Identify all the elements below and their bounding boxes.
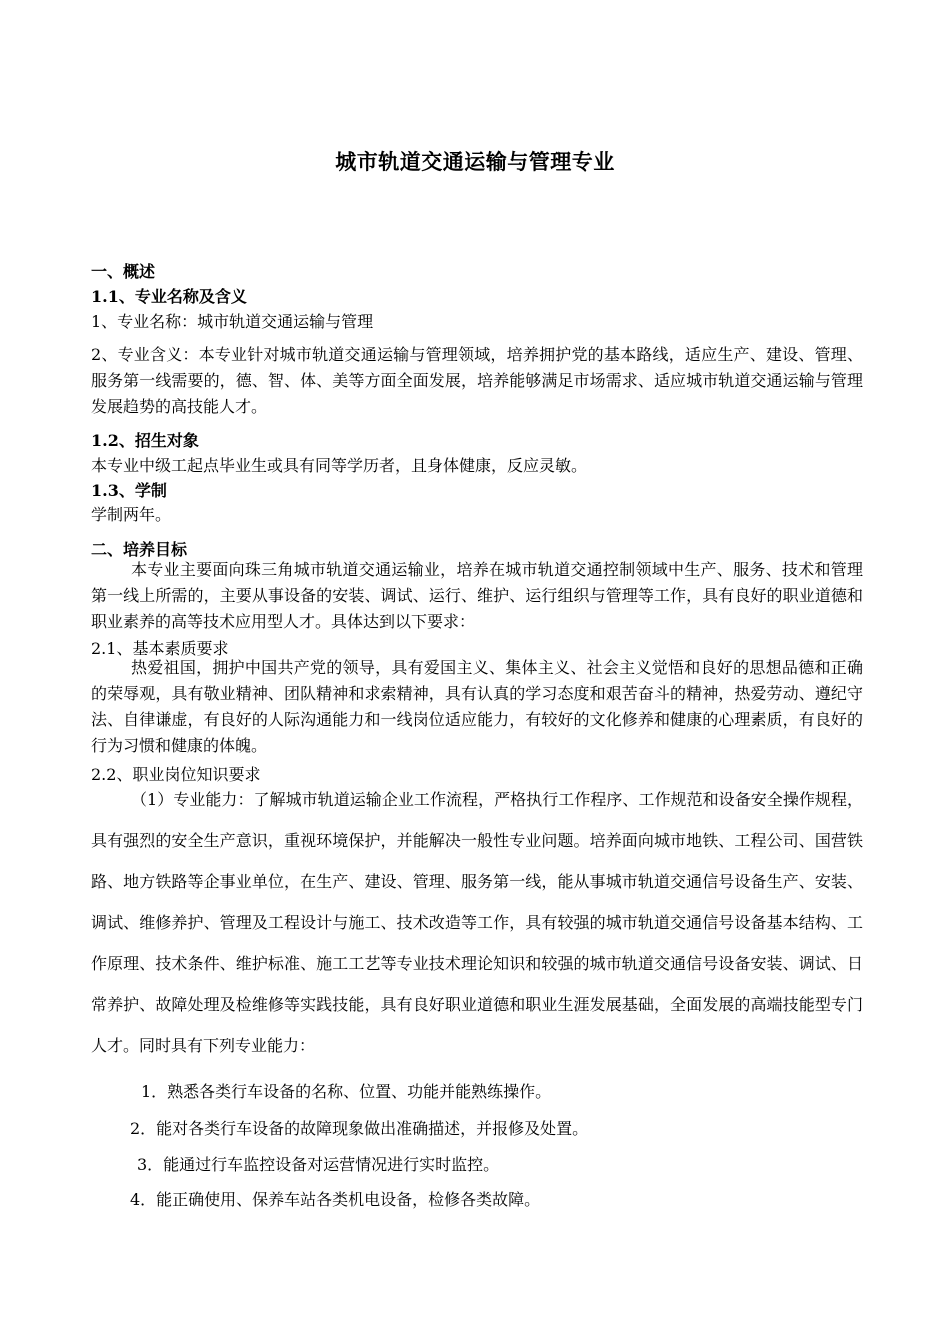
subsection-heading-enrollment: 1.2、招生对象 [91,431,199,450]
document-title: 城市轨道交通运输与管理专业 [335,149,615,174]
list-item: 4．能正确使用、保养车站各类机电设备，检修各类故障。 [130,1190,541,1209]
professional-ability-paragraph: （1）专业能力：了解城市轨道运输企业工作流程，严格执行工作程序、工作规范和设备安全操作规程，具有强烈的安全生产意识，重视环境保护，并能解决一般性专业问题。培养面向城市地铁、工程公司、国营铁路、地方铁路等企事业单位，在生产、建设、管理、服务第一线，能从事城市轨道交通信号设备生产、安装、调试、维修养护、管理及工程设计与施工、技术改造等工作，具有较强的城市轨道交通信号设备基本结构、工作原理、技术条件、维护标准、施工工艺等专业技术理论知识和较强的城市轨道交通信号设备安装、调试、日常养护、故障处理及检维修等实践技能，具有良好职业道德和职业生涯发展基础，全面发展的高端技能型专门人才。同时具有下列专业能力： [91,790,863,1055]
enrollment-text: 本专业中级工起点毕业生或具有同等学历者，且身体健康，反应灵敏。 [91,456,588,475]
list-item: 2．能对各类行车设备的故障现象做出准确描述，并报修及处置。 [130,1119,589,1138]
basic-quality-paragraph: 热爱祖国，拥护中国共产党的领导，具有爱国主义、集体主义、社会主义觉悟和良好的思想品德和正确的荣辱观，具有敬业精神、团队精神和求索精神，具有认真的学习态度和艰苦奋斗的精神，热爱劳动、遵纪守法、自律谦虚，有良好的人际沟通能力和一线岗位适应能力，有较好的文化修养和健康的心理素质，有良好的行为习惯和健康的体魄。 [91,658,863,755]
duration-text: 学制两年。 [91,505,172,524]
major-meaning-paragraph: 2、专业含义：本专业针对城市轨道交通运输与管理领域，培养拥护党的基本路线，适应生产、建设、管理、服务第一线需要的，德、智、体、美等方面全面发展，培养能够满足市场需求、适应城市轨道交通运输与管理发展趋势的高技能人才。 [91,345,863,416]
subsection-heading-job-knowledge: 2.2、职业岗位知识要求 [91,765,261,784]
major-name-line: 1、专业名称：城市轨道交通运输与管理 [91,312,374,331]
subsection-heading-basic-quality: 2.1、基本素质要求 [91,639,229,658]
section-heading-goals: 二、培养目标 [91,540,188,559]
list-item: 3．能通过行车监控设备对运营情况进行实时监控。 [137,1155,500,1174]
list-item: 1．熟悉各类行车设备的名称、位置、功能并能熟练操作。 [141,1082,552,1101]
goals-paragraph: 本专业主要面向珠三角城市轨道交通运输业，培养在城市轨道交通控制领域中生产、服务、技术和管理第一线上所需的，主要从事设备的安装、调试、运行、维护、运行组织与管理等工作，具有良好的职业道德和职业素养的高等技术应用型人才。具体达到以下要求： [91,560,863,631]
section-heading-overview: 一、概述 [91,262,156,281]
subsection-heading-name-meaning: 1.1、专业名称及含义 [91,287,247,306]
subsection-heading-duration: 1.3、学制 [91,481,167,500]
